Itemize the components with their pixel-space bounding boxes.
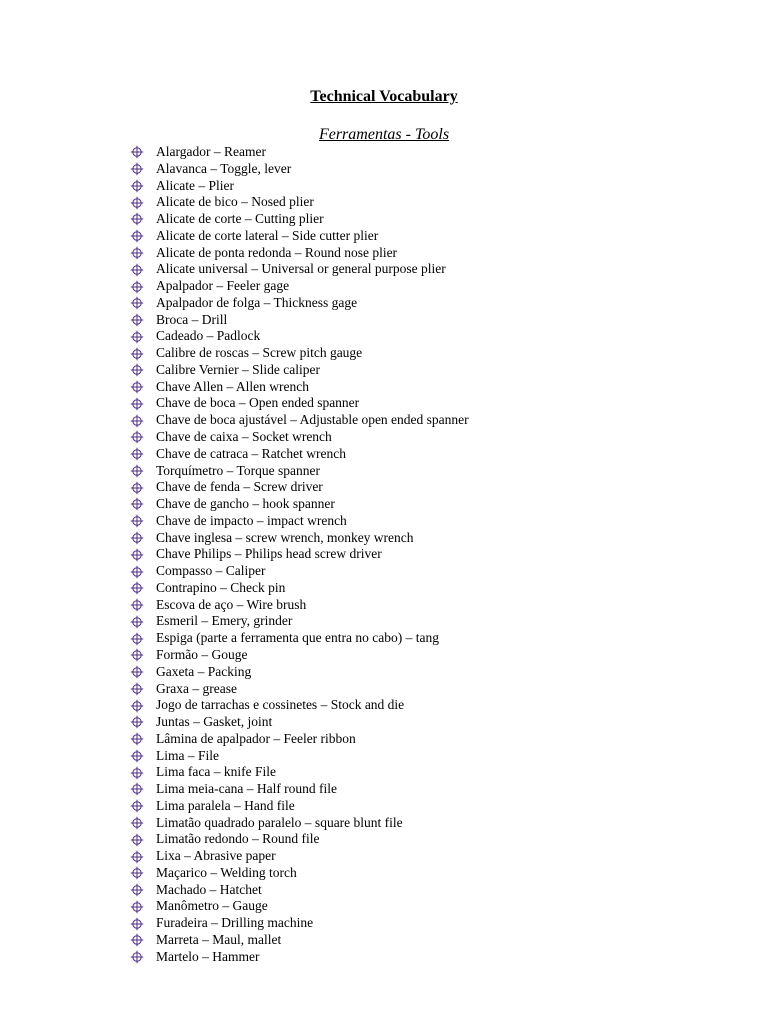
list-item	[128, 932, 469, 949]
vocabulary-term: Chave de fenda – Screw driver	[156, 479, 323, 495]
circle-cross-bullet-icon	[128, 648, 156, 662]
list-item	[128, 278, 469, 295]
list-item	[128, 915, 469, 932]
list-item	[128, 479, 469, 496]
circle-cross-bullet-icon	[128, 782, 156, 796]
vocabulary-list	[128, 144, 469, 966]
vocabulary-term: Formão – Gouge	[156, 646, 248, 662]
vocabulary-term: Chave de boca – Open ended spanner	[156, 395, 360, 411]
vocabulary-term: Lima faca – knife File	[156, 764, 276, 780]
vocabulary-term: Espiga (parte a ferramenta que entra no cabo) – tang	[156, 630, 439, 646]
vocabulary-term: Limatão redondo – Round file	[156, 831, 320, 847]
vocabulary-term: Esmeril – Emery, grinder	[156, 613, 293, 629]
vocabulary-term: Apalpador – Feeler gage	[156, 278, 290, 294]
circle-cross-bullet-icon	[128, 632, 156, 646]
vocabulary-term: Lima meia-cana – Half round file	[156, 781, 338, 797]
circle-cross-bullet-icon	[128, 212, 156, 226]
list-item	[128, 865, 469, 882]
list-item	[128, 630, 469, 647]
list-item	[128, 697, 469, 714]
vocabulary-term: Manômetro – Gauge	[156, 898, 268, 914]
vocabulary-term: Lima paralela – Hand file	[156, 797, 295, 813]
circle-cross-bullet-icon	[128, 363, 156, 377]
list-item	[128, 328, 469, 345]
circle-cross-bullet-icon	[128, 162, 156, 176]
circle-cross-bullet-icon	[128, 749, 156, 763]
list-item	[128, 429, 469, 446]
vocabulary-term: Chave inglesa – screw wrench, monkey wrench	[156, 529, 414, 545]
vocabulary-term: Calibre Vernier – Slide caliper	[156, 361, 320, 377]
vocabulary-term: Cadeado – Padlock	[156, 328, 261, 344]
list-item	[128, 245, 469, 262]
list-item	[128, 831, 469, 848]
list-item	[128, 513, 469, 530]
circle-cross-bullet-icon	[128, 229, 156, 243]
vocabulary-term: Apalpador de folga – Thickness gage	[156, 294, 358, 310]
vocabulary-term: Chave de impacto – impact wrench	[156, 512, 347, 528]
vocabulary-term: Alavanca – Toggle, lever	[156, 160, 292, 176]
list-item	[128, 664, 469, 681]
vocabulary-term: Broca – Drill	[156, 311, 228, 327]
vocabulary-term: Maçarico – Welding torch	[156, 864, 297, 880]
circle-cross-bullet-icon	[128, 933, 156, 947]
vocabulary-term: Lima – File	[156, 747, 219, 763]
list-item	[128, 748, 469, 765]
circle-cross-bullet-icon	[128, 615, 156, 629]
circle-cross-bullet-icon	[128, 296, 156, 310]
list-item	[128, 463, 469, 480]
list-item	[128, 261, 469, 278]
list-item	[128, 228, 469, 245]
list-item	[128, 161, 469, 178]
list-item	[128, 764, 469, 781]
list-item	[128, 714, 469, 731]
vocabulary-term: Chave de caixa – Socket wrench	[156, 429, 332, 445]
circle-cross-bullet-icon	[128, 565, 156, 579]
circle-cross-bullet-icon	[128, 330, 156, 344]
circle-cross-bullet-icon	[128, 497, 156, 511]
circle-cross-bullet-icon	[128, 145, 156, 159]
vocabulary-term: Gaxeta – Packing	[156, 663, 252, 679]
vocabulary-term: Chave de gancho – hook spanner	[156, 496, 335, 512]
circle-cross-bullet-icon	[128, 347, 156, 361]
circle-cross-bullet-icon	[128, 514, 156, 528]
list-item	[128, 597, 469, 614]
list-item	[128, 546, 469, 563]
circle-cross-bullet-icon	[128, 732, 156, 746]
circle-cross-bullet-icon	[128, 280, 156, 294]
vocabulary-term: Marreta – Maul, mallet	[156, 931, 282, 947]
list-item	[128, 496, 469, 513]
circle-cross-bullet-icon	[128, 531, 156, 545]
circle-cross-bullet-icon	[128, 816, 156, 830]
list-item	[128, 681, 469, 698]
list-item	[128, 647, 469, 664]
list-item	[128, 295, 469, 312]
document-title: Technical Vocabulary	[310, 88, 458, 105]
vocabulary-term: Chave de catraca – Ratchet wrench	[156, 445, 347, 461]
list-item	[128, 580, 469, 597]
list-item	[128, 379, 469, 396]
vocabulary-term: Alicate de ponta redonda – Round nose plier	[156, 244, 398, 260]
circle-cross-bullet-icon	[128, 464, 156, 478]
vocabulary-term: Alicate de bico – Nosed plier	[156, 194, 314, 210]
list-item	[128, 345, 469, 362]
list-item	[128, 731, 469, 748]
vocabulary-term: Compasso – Caliper	[156, 563, 266, 579]
vocabulary-term: Torquímetro – Torque spanner	[156, 462, 320, 478]
circle-cross-bullet-icon	[128, 665, 156, 679]
circle-cross-bullet-icon	[128, 850, 156, 864]
list-item	[128, 563, 469, 580]
list-item	[128, 848, 469, 865]
vocabulary-term: Jogo de tarrachas e cossinetes – Stock and die	[156, 697, 405, 713]
list-item	[128, 144, 469, 161]
vocabulary-term: Alargador – Reamer	[156, 144, 266, 159]
vocabulary-term: Alicate universal – Universal or general purpose plier	[156, 261, 446, 277]
circle-cross-bullet-icon	[128, 196, 156, 210]
vocabulary-term: Chave de boca ajustável – Adjustable open ended spanner	[156, 412, 469, 428]
vocabulary-term: Alicate de corte – Cutting plier	[156, 211, 324, 227]
circle-cross-bullet-icon	[128, 548, 156, 562]
list-item	[128, 194, 469, 211]
circle-cross-bullet-icon	[128, 917, 156, 931]
circle-cross-bullet-icon	[128, 682, 156, 696]
vocabulary-term: Chave Philips – Philips head screw driver	[156, 546, 382, 562]
vocabulary-term: Contrapino – Check pin	[156, 579, 286, 595]
circle-cross-bullet-icon	[128, 263, 156, 277]
vocabulary-term: Furadeira – Drilling machine	[156, 915, 314, 931]
circle-cross-bullet-icon	[128, 481, 156, 495]
list-item	[128, 178, 469, 195]
section-title: Ferramentas - Tools	[318, 126, 450, 143]
list-item	[128, 446, 469, 463]
list-item	[128, 613, 469, 630]
list-item	[128, 815, 469, 832]
list-item	[128, 530, 469, 547]
list-item	[128, 312, 469, 329]
circle-cross-bullet-icon	[128, 397, 156, 411]
vocabulary-term: Calibre de roscas – Screw pitch gauge	[156, 345, 363, 361]
list-item	[128, 395, 469, 412]
circle-cross-bullet-icon	[128, 866, 156, 880]
vocabulary-term: Lixa – Abrasive paper	[156, 848, 276, 864]
circle-cross-bullet-icon	[128, 699, 156, 713]
vocabulary-term: Graxa – grease	[156, 680, 237, 696]
circle-cross-bullet-icon	[128, 598, 156, 612]
circle-cross-bullet-icon	[128, 883, 156, 897]
list-item	[128, 949, 469, 966]
circle-cross-bullet-icon	[128, 900, 156, 914]
circle-cross-bullet-icon	[128, 581, 156, 595]
circle-cross-bullet-icon	[128, 414, 156, 428]
circle-cross-bullet-icon	[128, 430, 156, 444]
list-item	[128, 362, 469, 379]
vocabulary-term: Machado – Hatchet	[156, 881, 262, 897]
circle-cross-bullet-icon	[128, 833, 156, 847]
circle-cross-bullet-icon	[128, 799, 156, 813]
vocabulary-term: Escova de aço – Wire brush	[156, 596, 307, 612]
list-item	[128, 781, 469, 798]
vocabulary-term: Lâmina de apalpador – Feeler ribbon	[156, 730, 356, 746]
vocabulary-term: Alicate de corte lateral – Side cutter plier	[156, 227, 379, 243]
vocabulary-term: Alicate – Plier	[156, 177, 234, 193]
vocabulary-term: Juntas – Gasket, joint	[156, 714, 273, 730]
circle-cross-bullet-icon	[128, 447, 156, 461]
circle-cross-bullet-icon	[128, 766, 156, 780]
list-item	[128, 412, 469, 429]
vocabulary-term: Limatão quadrado paralelo – square blunt file	[156, 814, 403, 830]
circle-cross-bullet-icon	[128, 950, 156, 964]
list-item	[128, 211, 469, 228]
circle-cross-bullet-icon	[128, 715, 156, 729]
vocabulary-term: Chave Allen – Allen wrench	[156, 378, 309, 394]
vocabulary-term: Martelo – Hammer	[156, 948, 260, 964]
circle-cross-bullet-icon	[128, 380, 156, 394]
circle-cross-bullet-icon	[128, 246, 156, 260]
list-item	[128, 882, 469, 899]
list-item	[128, 798, 469, 815]
list-item	[128, 898, 469, 915]
circle-cross-bullet-icon	[128, 179, 156, 193]
circle-cross-bullet-icon	[128, 313, 156, 327]
